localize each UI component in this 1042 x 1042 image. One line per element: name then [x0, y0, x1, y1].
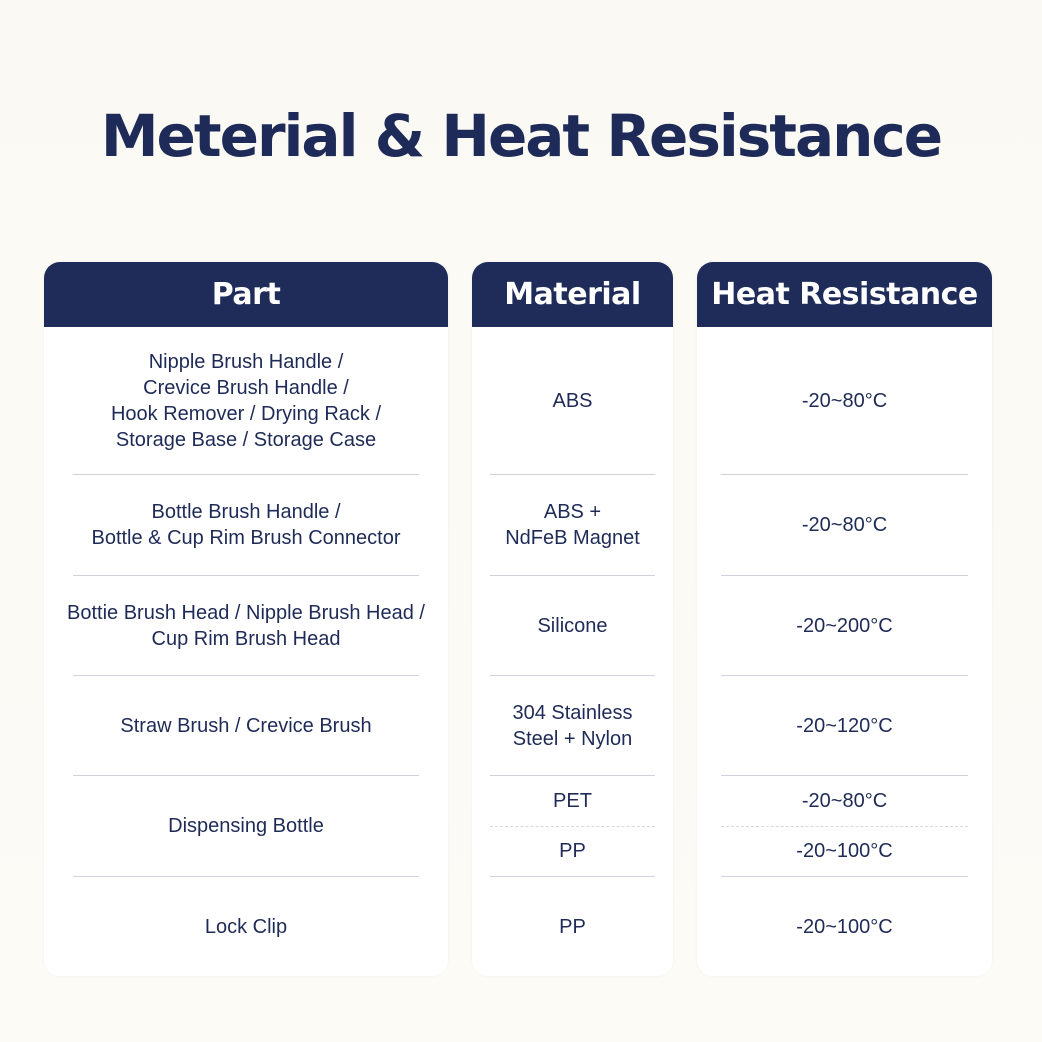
material-header: Material: [472, 262, 673, 327]
heat-cell: -20~80°C: [801, 790, 888, 812]
material-cell: ABS + NdFeB Magnet: [505, 501, 640, 549]
part-header: Part: [44, 262, 448, 327]
page-title: Meterial & Heat Resistance: [100, 102, 942, 170]
part-column: [44, 262, 448, 976]
material-column: [472, 262, 673, 976]
material-cell: PP: [559, 916, 586, 938]
heat-cell: -20~200°C: [796, 615, 893, 637]
material-cell: PP: [559, 840, 586, 862]
heat-cell: -20~80°C: [801, 514, 888, 536]
part-cell: Bottie Brush Head / Nipple Brush Head / Cup Rim Brush Head: [67, 602, 425, 650]
heat-column: [697, 262, 992, 976]
heat-cell: -20~100°C: [796, 916, 893, 938]
heat-cell: -20~120°C: [796, 715, 893, 737]
part-cell: Lock Clip: [204, 916, 288, 938]
part-cell: Nipple Brush Handle / Crevice Brush Handle / Hook Remover / Drying Rack / Storage Base / Storage Case: [110, 351, 382, 451]
material-cell: 304 Stainless Steel + Nylon: [512, 702, 633, 750]
material-cell: Silicone: [537, 615, 608, 637]
part-cell: Straw Brush / Crevice Brush: [120, 715, 372, 737]
heat-cell: -20~80°C: [801, 390, 888, 412]
part-cell: Dispensing Bottle: [168, 815, 324, 837]
heat-cell: -20~100°C: [796, 840, 893, 862]
heat-header: Heat Resistance: [697, 262, 992, 327]
material-cell: ABS: [552, 390, 593, 412]
part-cell: Bottle Brush Handle / Bottle & Cup Rim Brush Connector: [91, 501, 401, 549]
material-cell: PET: [553, 790, 592, 812]
